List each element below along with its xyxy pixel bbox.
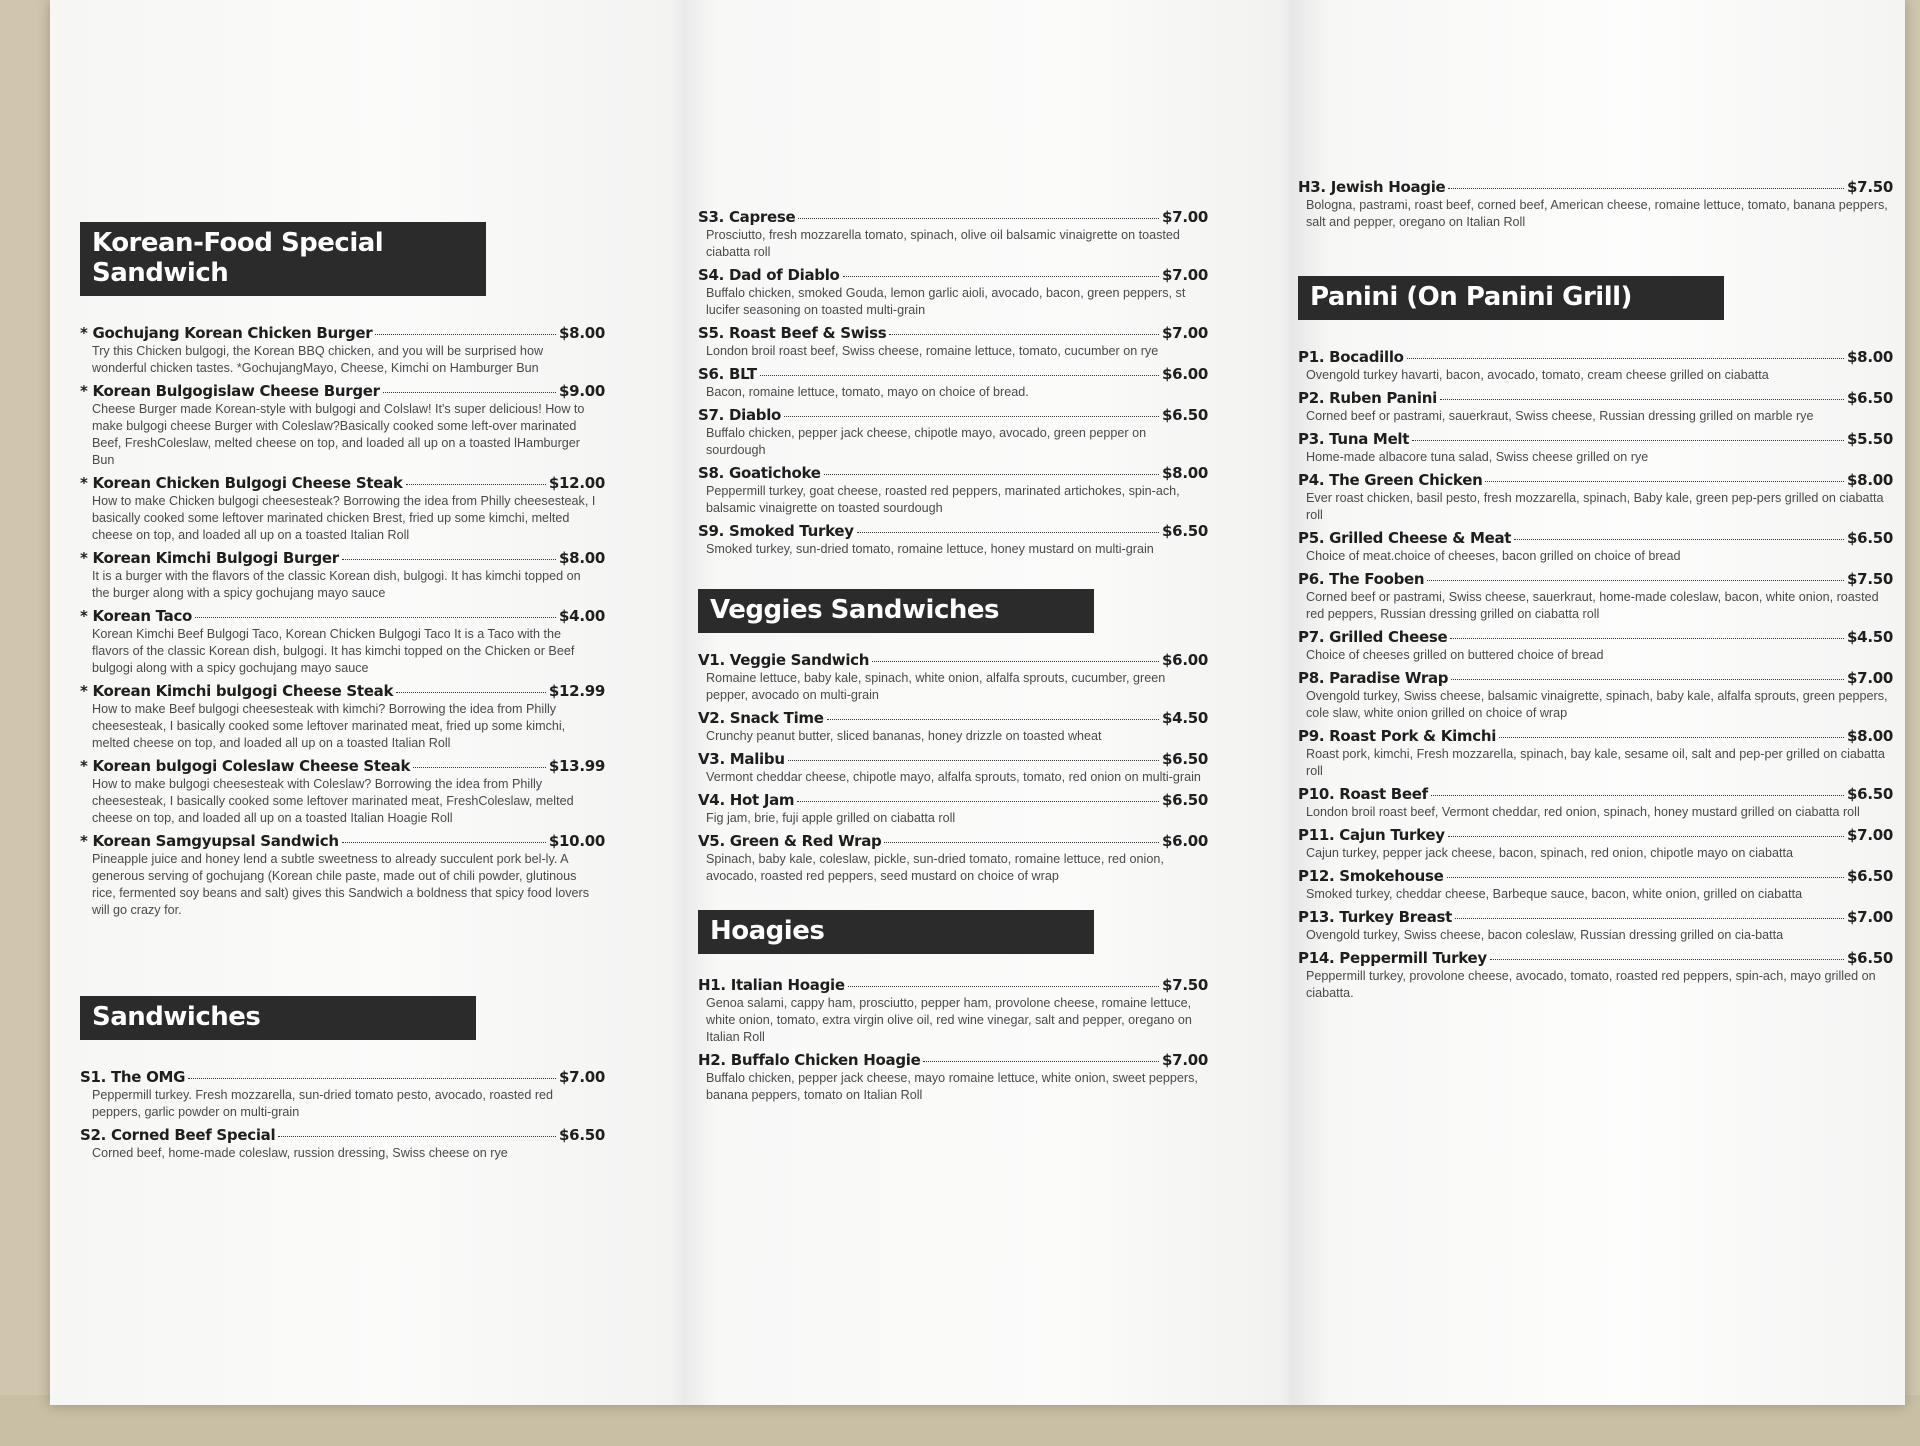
- dot-leader: [843, 276, 1160, 277]
- dot-leader: [1455, 918, 1844, 919]
- dot-leader: [1407, 358, 1844, 359]
- menu-item: [698, 976, 1208, 1046]
- menu-item-line: [1298, 471, 1893, 490]
- menu-item: [698, 365, 1208, 401]
- menu-item: [698, 208, 1208, 261]
- menu-item: [80, 324, 605, 377]
- menu-item-price: $6.50: [1847, 389, 1893, 407]
- menu-item-line: [1298, 908, 1893, 927]
- menu-item: [80, 1126, 605, 1162]
- dot-leader: [923, 1061, 1159, 1062]
- menu-item-line: [80, 832, 605, 851]
- menu-item-price: $6.50: [1162, 406, 1208, 424]
- menu-item-price: $7.00: [1162, 324, 1208, 342]
- menu-item: [698, 791, 1208, 827]
- dot-leader: [788, 760, 1159, 761]
- menu-item-line: [80, 1068, 605, 1087]
- dot-leader: [413, 767, 546, 768]
- section-title-sandwiches: Sandwiches: [80, 996, 476, 1040]
- menu-item-description: Pineapple juice and honey lend a subtle sweetness to already succulent pork bel-ly. A generous serving of gochujang (Korean chile paste, made out of chili powder, glutinous rice, fermented soy beans and salt) gives this Sandwich a boldness that spicy food lovers will go crazy for.: [92, 852, 590, 917]
- menu-item-line: [1298, 529, 1893, 548]
- menu-item-description: Bologna, pastrami, roast beef, corned beef, American cheese, romaine lettuce, tomato, banana peppers, salt and pepper, oregano on Italian Roll: [1306, 198, 1888, 229]
- section-hoagies-items: [698, 976, 1208, 1104]
- menu-item-description: Cajun turkey, pepper jack cheese, bacon, spinach, red onion, chipotle mayo on ciabatta: [1306, 846, 1794, 860]
- dot-leader: [827, 719, 1159, 720]
- menu-item-description: How to make Beef bulgogi cheesesteak with kimchi? Borrowing the idea from Philly cheesesteak, I basically cooked some leftover marinated meat, fried up some kimchi, melted cheese on top, and loaded all up on a toasted Italian Roll: [92, 702, 566, 750]
- menu-item: [698, 406, 1208, 459]
- menu-item-description: Buffalo chicken, pepper jack cheese, chipotle mayo, avocado, green pepper on sourdough: [706, 426, 1147, 457]
- menu-item-description: Crunchy peanut butter, sliced bananas, honey drizzle on toasted wheat: [706, 729, 1102, 743]
- menu-item: [1298, 389, 1893, 425]
- menu-item-description: Choice of cheeses grilled on buttered choice of bread: [1306, 648, 1604, 662]
- menu-item-description: Peppermill turkey, provolone cheese, avocado, tomato, roasted red peppers, spin-ach, mayo grilled on ciabatta.: [1306, 969, 1876, 1000]
- menu-item-price: $6.50: [1847, 949, 1893, 967]
- menu-item-description: London broil roast beef, Vermont cheddar, red onion, spinach, honey mustard grilled on ciabatta roll: [1306, 805, 1860, 819]
- menu-item: [80, 832, 605, 919]
- menu-item-price: $6.50: [559, 1126, 605, 1144]
- menu-item: [1298, 348, 1893, 384]
- dot-leader: [1485, 481, 1844, 482]
- menu-item-price: $7.50: [1847, 178, 1893, 196]
- menu-item-line: [698, 365, 1208, 384]
- menu-item-line: [1298, 669, 1893, 688]
- section-title-hoagies: Hoagies: [698, 910, 1094, 954]
- menu-item: [1298, 178, 1893, 231]
- dot-leader: [1440, 399, 1844, 400]
- menu-item-line: [1298, 178, 1893, 197]
- menu-item-price: $7.00: [1847, 908, 1893, 926]
- menu-item-description: Corned beef or pastrami, Swiss cheese, sauerkraut, home-made coleslaw, bacon, white onion, roasted red peppers, Russian dressing grilled on ciabatta roll: [1306, 590, 1879, 621]
- menu-item-description: It is a burger with the flavors of the classic Korean dish, bulgogi. It has kimchi topped on the burger along with a spicy gochujang mayo sauce: [92, 569, 581, 600]
- menu-item-name: H2. Buffalo Chicken Hoagie: [698, 1051, 921, 1069]
- menu-item-description: Roast pork, kimchi, Fresh mozzarella, spinach, bay kale, sesame oil, salt and pep-per grilled on ciabatta roll: [1306, 747, 1885, 778]
- menu-item-name: H3. Jewish Hoagie: [1298, 178, 1446, 196]
- dot-leader: [1451, 679, 1844, 680]
- menu-item-name: P3. Tuna Melt: [1298, 430, 1410, 448]
- menu-item-line: [698, 709, 1208, 728]
- menu-item-name: V4. Hot Jam: [698, 791, 795, 809]
- section-sandwiches-items: [80, 1068, 605, 1162]
- menu-item: [698, 1051, 1208, 1104]
- menu-item-price: $10.00: [548, 832, 605, 850]
- menu-item-name: V5. Green & Red Wrap: [698, 832, 882, 850]
- menu-item: [1298, 471, 1893, 524]
- menu-item-line: [698, 324, 1208, 343]
- menu-item-description: Peppermill turkey. Fresh mozzarella, sun-dried tomato pesto, avocado, roasted red peppers, garlic powder on multi-grain: [92, 1088, 554, 1119]
- menu-item-price: $5.50: [1847, 430, 1893, 448]
- menu-item-line: [698, 750, 1208, 769]
- menu-item-description: Ovengold turkey, Swiss cheese, balsamic vinaigrette, spinach, baby kale, alfalfa sprouts, green peppers, cole slaw, white onion grilled on choice of wrap: [1306, 689, 1888, 720]
- dot-leader: [406, 484, 546, 485]
- section-title-korean: Korean-Food Special Sandwich: [80, 222, 486, 296]
- dot-leader: [848, 986, 1159, 987]
- menu-item-price: $6.50: [1847, 785, 1893, 803]
- dot-leader: [1499, 737, 1844, 738]
- menu-item-description: Prosciutto, fresh mozzarella tomato, spinach, olive oil balsamic vinaigrette on toasted ciabatta roll: [706, 228, 1180, 259]
- menu-item-line: [698, 266, 1208, 285]
- menu-item: [698, 522, 1208, 558]
- menu-item-line: [698, 832, 1208, 851]
- menu-item-name: S4. Dad of Diablo: [698, 266, 840, 284]
- menu-item-name: * Korean Kimchi Bulgogi Burger: [80, 549, 339, 567]
- menu-item-line: [80, 474, 605, 493]
- menu-item-description: Smoked turkey, sun-dried tomato, romaine lettuce, honey mustard on multi-grain: [706, 542, 1154, 556]
- menu-item-price: $6.00: [1162, 651, 1208, 669]
- section-title-veggies: Veggies Sandwiches: [698, 589, 1094, 633]
- menu-item-line: [1298, 389, 1893, 408]
- menu-item-price: $6.00: [1162, 832, 1208, 850]
- menu-item-name: P7. Grilled Cheese: [1298, 628, 1448, 646]
- dot-leader: [824, 474, 1159, 475]
- menu-item-name: P13. Turkey Breast: [1298, 908, 1453, 926]
- section-title-panini: Panini (On Panini Grill): [1298, 276, 1724, 320]
- menu-item: [1298, 628, 1893, 664]
- menu-item-price: $8.00: [1847, 727, 1893, 745]
- menu-item-description: Buffalo chicken, pepper jack cheese, mayo romaine lettuce, white onion, sweet peppers, banana peppers, tomato on Italian Roll: [706, 1071, 1198, 1102]
- menu-item-name: S3. Caprese: [698, 208, 796, 226]
- menu-item: [1298, 570, 1893, 623]
- menu-item-description: London broil roast beef, Swiss cheese, romaine lettuce, tomato, cucumber on rye: [706, 344, 1159, 358]
- dot-leader: [396, 692, 546, 693]
- menu-item-name: S6. BLT: [698, 365, 757, 383]
- menu-item-price: $7.00: [559, 1068, 605, 1086]
- menu-item-price: $8.00: [559, 549, 605, 567]
- menu-item-description: Corned beef, home-made coleslaw, russion dressing, Swiss cheese on rye: [92, 1146, 508, 1160]
- dot-leader: [884, 842, 1159, 843]
- menu-item-price: $6.50: [1847, 867, 1893, 885]
- menu-item-name: S8. Goatichoke: [698, 464, 821, 482]
- dot-leader: [1490, 959, 1844, 960]
- menu-item-price: $7.00: [1162, 266, 1208, 284]
- dot-leader: [342, 559, 556, 560]
- menu-column-right: [1298, 178, 1893, 1007]
- menu-item: [1298, 430, 1893, 466]
- dot-leader: [375, 334, 556, 335]
- menu-item: [1298, 727, 1893, 780]
- dot-leader: [1448, 836, 1844, 837]
- dot-leader: [1448, 188, 1844, 189]
- menu-item-description: Spinach, baby kale, coleslaw, pickle, sun-dried tomato, romaine lettuce, red onion, avocado, roasted red peppers, seed mustard on choice of wrap: [706, 852, 1164, 883]
- menu-item: [698, 464, 1208, 517]
- dot-leader: [797, 801, 1159, 802]
- menu-item-name: S2. Corned Beef Special: [80, 1126, 276, 1144]
- menu-item-price: $6.50: [1162, 522, 1208, 540]
- menu-item-name: P2. Ruben Panini: [1298, 389, 1437, 407]
- menu-item-price: $7.50: [1162, 976, 1208, 994]
- dot-leader: [342, 842, 546, 843]
- menu-item: [698, 324, 1208, 360]
- menu-item-name: P5. Grilled Cheese & Meat: [1298, 529, 1512, 547]
- dot-leader: [195, 617, 556, 618]
- menu-item-line: [1298, 949, 1893, 968]
- menu-item-line: [1298, 727, 1893, 746]
- menu-item-line: [698, 976, 1208, 995]
- menu-item-description: How to make Chicken bulgogi cheesesteak? Borrowing the idea from Philly cheesesteak, I basically cooked some leftover marinated chicken Brest, fried up some kimchi, melted cheese on top, and loaded all up on a toasted Italian Roll: [92, 494, 596, 542]
- dot-leader: [889, 334, 1159, 335]
- menu-item-name: * Korean Taco: [80, 607, 193, 625]
- menu-item: [1298, 529, 1893, 565]
- menu-item-description: Fig jam, brie, fuji apple grilled on ciabatta roll: [706, 811, 956, 825]
- menu-item-name: P12. Smokehouse: [1298, 867, 1444, 885]
- menu-item: [1298, 867, 1893, 903]
- menu-item-name: * Korean Kimchi bulgogi Cheese Steak: [80, 682, 394, 700]
- dot-leader: [188, 1078, 556, 1079]
- menu-item-price: $7.00: [1162, 1051, 1208, 1069]
- menu-item-line: [698, 1051, 1208, 1070]
- menu-item-description: Buffalo chicken, smoked Gouda, lemon garlic aioli, avocado, bacon, green peppers, st lucifer seasoning on toasted multi-grain: [706, 286, 1186, 317]
- menu-item-price: $6.50: [1847, 529, 1893, 547]
- menu-item-line: [80, 549, 605, 568]
- menu-item-name: S7. Diablo: [698, 406, 782, 424]
- menu-item-line: [1298, 628, 1893, 647]
- menu-item-line: [80, 382, 605, 401]
- menu-item-description: Try this Chicken bulgogi, the Korean BBQ chicken, and you will be surprised how wonderful chicken tastes. *GochujangMayo, Cheese, Kimchi on Hamburger Bun: [92, 344, 544, 375]
- menu-column-middle: [698, 208, 1208, 1109]
- menu-item: [80, 1068, 605, 1121]
- menu-item-line: [1298, 430, 1893, 449]
- menu-item-name: P4. The Green Chicken: [1298, 471, 1483, 489]
- menu-item-price: $4.50: [1162, 709, 1208, 727]
- menu-item-name: * Korean Samgyupsal Sandwich: [80, 832, 339, 850]
- menu-item-price: $6.50: [1162, 791, 1208, 809]
- section-korean-items: [80, 324, 605, 919]
- menu-item-name: P10. Roast Beef: [1298, 785, 1428, 803]
- menu-item-line: [1298, 785, 1893, 804]
- menu-item-price: $7.00: [1847, 669, 1893, 687]
- menu-item-price: $7.00: [1847, 826, 1893, 844]
- menu-item-price: $9.00: [559, 382, 605, 400]
- menu-item-line: [698, 464, 1208, 483]
- menu-item-name: * Korean Chicken Bulgogi Cheese Steak: [80, 474, 403, 492]
- dot-leader: [1450, 638, 1844, 639]
- menu-item: [80, 682, 605, 752]
- menu-item-line: [698, 651, 1208, 670]
- dot-leader: [1431, 795, 1844, 796]
- menu-item-price: $8.00: [1847, 471, 1893, 489]
- menu-item-line: [1298, 570, 1893, 589]
- menu-item-description: Ovengold turkey havarti, bacon, avocado, tomato, cream cheese grilled on ciabatta: [1306, 368, 1769, 382]
- menu-item-price: $8.00: [1162, 464, 1208, 482]
- menu-item-price: $8.00: [1847, 348, 1893, 366]
- menu-item-price: $6.50: [1162, 750, 1208, 768]
- menu-item-name: S5. Roast Beef & Swiss: [698, 324, 887, 342]
- menu-item-description: Bacon, romaine lettuce, tomato, mayo on choice of bread.: [706, 385, 1029, 399]
- menu-item-name: P9. Roast Pork & Kimchi: [1298, 727, 1497, 745]
- menu-item: [80, 549, 605, 602]
- menu-item: [698, 651, 1208, 704]
- menu-item-price: $6.00: [1162, 365, 1208, 383]
- dot-leader: [784, 416, 1159, 417]
- menu-item-name: S9. Smoked Turkey: [698, 522, 854, 540]
- menu-item-name: P1. Bocadillo: [1298, 348, 1404, 366]
- menu-item-description: Choice of meat.choice of cheeses, bacon grilled on choice of bread: [1306, 549, 1681, 563]
- dot-leader: [872, 661, 1159, 662]
- menu-item-line: [1298, 826, 1893, 845]
- menu-item-line: [1298, 348, 1893, 367]
- menu-item-price: $12.00: [548, 474, 605, 492]
- menu-item: [698, 832, 1208, 885]
- section-veggies-items: [698, 651, 1208, 885]
- menu-item-line: [80, 1126, 605, 1145]
- section-panini-items: [1298, 348, 1893, 1002]
- menu-item-description: Genoa salami, cappy ham, prosciutto, pepper ham, provolone cheese, romaine lettuce, white onion, tomato, extra virgin olive oil, red wine vinegar, salt and pepper, oregano on Italian Roll: [706, 996, 1192, 1044]
- menu-item: [1298, 826, 1893, 862]
- menu-item-line: [80, 757, 605, 776]
- menu-item-line: [698, 522, 1208, 541]
- menu-item-price: $12.99: [548, 682, 605, 700]
- menu-item-name: * Korean bulgogi Coleslaw Cheese Steak: [80, 757, 411, 775]
- dot-leader: [857, 532, 1159, 533]
- menu-item-line: [80, 324, 605, 343]
- dot-leader: [798, 218, 1159, 219]
- menu-item: [1298, 785, 1893, 821]
- menu-item-name: P6. The Fooben: [1298, 570, 1425, 588]
- menu-item: [80, 382, 605, 469]
- menu-item-price: $4.00: [559, 607, 605, 625]
- section-sandwiches-cont-items: [698, 208, 1208, 558]
- menu-item-name: H1. Italian Hoagie: [698, 976, 845, 994]
- dot-leader: [383, 392, 556, 393]
- menu-item-name: V2. Snack Time: [698, 709, 824, 727]
- menu-item-description: Corned beef or pastrami, sauerkraut, Swiss cheese, Russian dressing grilled on marble rye: [1306, 409, 1814, 423]
- menu-item-name: P11. Cajun Turkey: [1298, 826, 1445, 844]
- menu-item-name: P14. Peppermill Turkey: [1298, 949, 1487, 967]
- menu-item: [1298, 908, 1893, 944]
- menu-item-price: $8.00: [559, 324, 605, 342]
- menu-item-name: S1. The OMG: [80, 1068, 186, 1086]
- dot-leader: [1427, 580, 1844, 581]
- menu-item-description: Ovengold turkey, Swiss cheese, bacon coleslaw, Russian dressing grilled on cia-batta: [1306, 928, 1784, 942]
- menu-item-description: Peppermill turkey, goat cheese, roasted red peppers, marinated artichokes, spin-ach, balsamic vinaigrette on toasted sourdough: [706, 484, 1180, 515]
- menu-item-name: P8. Paradise Wrap: [1298, 669, 1449, 687]
- menu-item-price: $7.00: [1162, 208, 1208, 226]
- menu-item-description: Cheese Burger made Korean-style with bulgogi and Colslaw! It's super delicious! How to make bulgogi cheese Burger with Coleslaw?Basically cooked some left-over marinated Beef, FreshColeslaw, melted cheese on top, and loaded all up on a toasted lHamburger Bun: [92, 402, 585, 467]
- menu-item-line: [698, 406, 1208, 425]
- menu-item: [698, 750, 1208, 786]
- menu-item-name: * Gochujang Korean Chicken Burger: [80, 324, 373, 342]
- menu-item: [80, 757, 605, 827]
- menu-item-name: * Korean Bulgogislaw Cheese Burger: [80, 382, 380, 400]
- dot-leader: [760, 375, 1159, 376]
- menu-item-line: [698, 208, 1208, 227]
- menu-item-line: [698, 791, 1208, 810]
- menu-item-description: Home-made albacore tuna salad, Swiss cheese grilled on rye: [1306, 450, 1649, 464]
- menu-item-description: Ever roast chicken, basil pesto, fresh mozzarella, spinach, Baby kale, green pep-pers grilled on ciabatta roll: [1306, 491, 1884, 522]
- menu-item-description: Smoked turkey, cheddar cheese, Barbeque sauce, bacon, white onion, grilled on ciabatta: [1306, 887, 1803, 901]
- menu-item: [1298, 669, 1893, 722]
- menu-item: [1298, 949, 1893, 1002]
- menu-item: [698, 266, 1208, 319]
- menu-item: [698, 709, 1208, 745]
- menu-item: [80, 474, 605, 544]
- dot-leader: [1447, 877, 1845, 878]
- section-hoagies-cont-items: [1298, 178, 1893, 231]
- dot-leader: [1514, 539, 1844, 540]
- menu-item-name: V1. Veggie Sandwich: [698, 651, 870, 669]
- dot-leader: [278, 1136, 556, 1137]
- menu-item-description: Korean Kimchi Beef Bulgogi Taco, Korean Chicken Bulgogi Taco It is a Taco with the flavors of the classic Korean dish, bulgogi. It has kimchi topped on the Chicken or Beef bulgogi along with a spicy gochujang mayo sauce: [92, 627, 575, 675]
- menu-item: [80, 607, 605, 677]
- menu-item-description: Vermont cheddar cheese, chipotle mayo, alfalfa sprouts, tomato, red onion on multi-grain: [706, 770, 1201, 784]
- menu-item-description: Romaine lettuce, baby kale, spinach, white onion, alfalfa sprouts, cucumber, green pepper, avocado on multi-grain: [706, 671, 1166, 702]
- menu-item-price: $13.99: [548, 757, 605, 775]
- menu-item-price: $4.50: [1847, 628, 1893, 646]
- menu-item-line: [80, 607, 605, 626]
- menu-item-name: V3. Malibu: [698, 750, 785, 768]
- menu-item-description: How to make bulgogi cheesesteak with Coleslaw? Borrowing the idea from Philly cheesesteak, I basically cooked some leftover marinated meat, FreshColeslaw, melted cheese on top, and loaded all up on a toasted Italian Hoagie Roll: [92, 777, 574, 825]
- menu-item-price: $7.50: [1847, 570, 1893, 588]
- menu-column-left: [80, 210, 605, 1167]
- menu-item-line: [1298, 867, 1893, 886]
- menu-item-line: [80, 682, 605, 701]
- dot-leader: [1412, 440, 1844, 441]
